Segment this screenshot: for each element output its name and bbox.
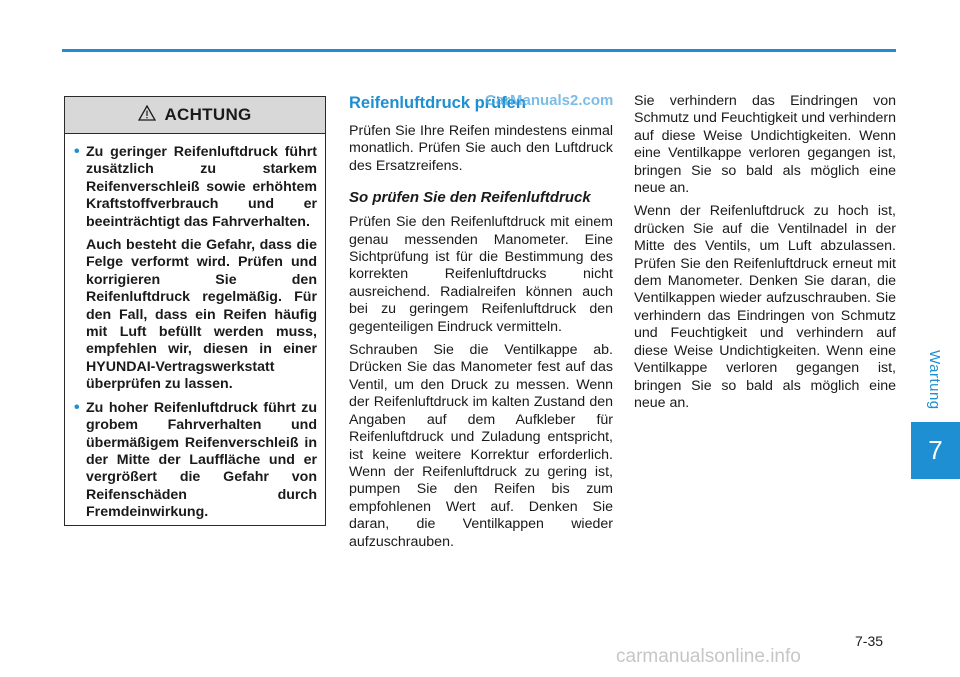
body-paragraph: Wenn der Reifenluftdruck zu hoch ist, drücken Sie auf die Ventilnadel in der Mitte des Ventils, um Luft abzulassen. Prüfen Sie den Reifenluftdruck erneut mit dem Manometer. Denken Sie daran, die Ventilkappen wieder aufzuschrauben. Sie verhindern das Eindringen von Schmutz und Feuchtigkeit und verhindern auf diese Weise Undichtigkeiten. Wenn eine Ventilkappe verloren gegangen ist, bringen Sie so bald als möglich eine neue an. bbox=[634, 203, 896, 411]
section-heading: Reifenluftdruck prüfen bbox=[349, 94, 526, 112]
top-rule bbox=[62, 49, 896, 52]
subsection-heading: So prüfen Sie den Reifenluftdruck bbox=[349, 189, 591, 207]
bullet-icon: • bbox=[74, 143, 80, 160]
warning-triangle-icon bbox=[138, 105, 156, 126]
warning-box bbox=[64, 96, 326, 526]
warning-item bbox=[74, 144, 317, 394]
footer-watermark[interactable]: carmanualsonline.info bbox=[616, 646, 801, 667]
body-paragraph: Prüfen Sie den Reifenluftdruck mit einem genau messenden Manometer. Eine Sichtprüfung ist für die Bestimmung des korrekten Reifenluftdrucks nicht ausreichend. Radialreifen können auch bei zu geringem Reifenluftdruck den gegenteiligen Eindruck vermitteln. bbox=[349, 214, 613, 335]
right-column bbox=[634, 93, 896, 418]
warning-item bbox=[74, 400, 317, 522]
warning-item-text: Zu geringer Reifenluftdruck führt zusätzlich zu starkem Reifenverschleiß sowie erhöhtem Kraftstoffverbrauch und er beeinträchtigt das Fahrverhalten. bbox=[86, 144, 317, 230]
main-column bbox=[349, 93, 613, 557]
warning-item-subtext: Auch besteht die Gefahr, dass die Felge verformt wird. Prüfen und korrigieren Sie den Reifenluftdruck regelmäßig. Für den Fall, dass ein Reifen häufig mit Luft befüllt werden muss, empfehlen wir, diesen in einer HYUNDAI-Vertragswerkstatt überprüfen zu lassen. bbox=[86, 237, 317, 393]
body-paragraph: Sie verhindern das Eindringen von Schmutz und Feuchtigkeit und verhindern auf diese Weise Undichtigkeiten. Wenn eine Ventilkappe verloren gegangen ist, bringen Sie so bald als möglich eine neue an. bbox=[634, 93, 896, 197]
warning-header bbox=[65, 97, 325, 134]
bullet-icon: • bbox=[74, 398, 80, 416]
warning-title: ACHTUNG bbox=[164, 105, 252, 124]
body-paragraph: Schrauben Sie die Ventilkappe ab. Drücken Sie das Manometer fest auf das Ventil, um den Druck zu messen. Wenn der Reifenluftdruck im kalten Zustand den Angaben auf dem Aufkleber für Reifenluftdruck und Zuladung entspricht, ist keine weitere Korrektur erforderlich. Wenn der Reifenluftdruck zu gering ist, pumpen Sie den Reifen bis zum empfohlenen Wert auf. Denken Sie daran, die Ventilkappen wieder aufzuschrauben. bbox=[349, 342, 613, 550]
warning-item-text: Zu hoher Reifenluftdruck führt zu grobem Fahrverhalten und übermäßigem Reifenverschleiß in der Mitte der Lauffläche und er vergrößert die Gefahr von Reifenschäden durch Fremdeinwirkung. bbox=[86, 399, 317, 521]
warning-body bbox=[65, 134, 325, 522]
watermark: CarManuals2.com bbox=[485, 92, 614, 109]
intro-paragraph: Prüfen Sie Ihre Reifen mindestens einmal monatlich. Prüfen Sie auch den Luftdruck des Ersatzreifens. bbox=[349, 123, 613, 174]
chapter-tab[interactable]: 7 bbox=[911, 422, 960, 479]
section-label: Wartung bbox=[926, 350, 943, 410]
page-number: 7-35 bbox=[855, 633, 884, 649]
